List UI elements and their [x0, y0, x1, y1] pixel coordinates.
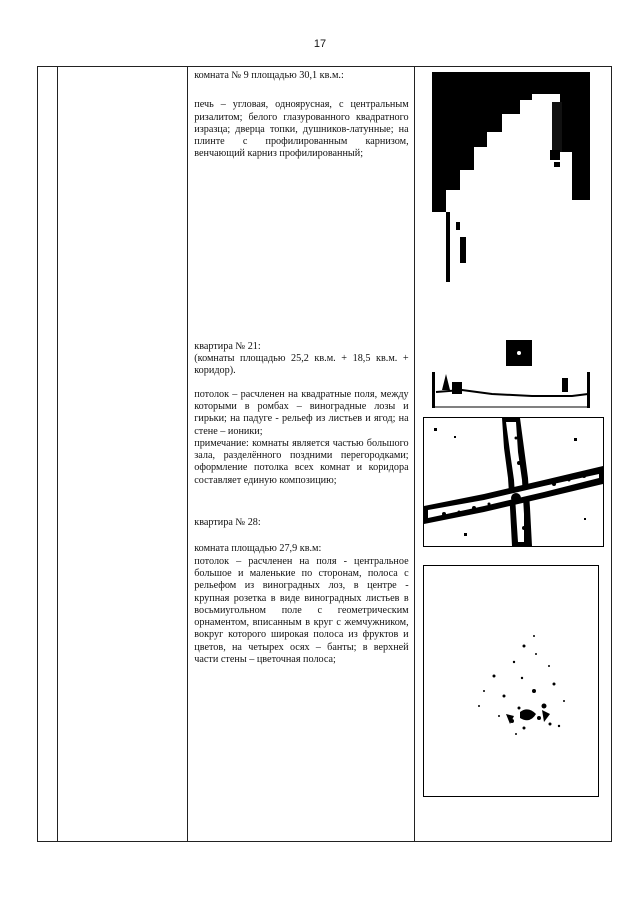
apt21-heading: квартира № 21: [194, 340, 261, 352]
photo-cell [414, 67, 611, 842]
apt21-rooms-text: (комнаты площадью 25,2 кв.м. + 18,5 кв.м. + коридор). [194, 353, 409, 377]
row-number-cell [38, 67, 58, 842]
room9-stove-text: печь – угловая, одноярусная, с центральным ризалитом; белого глазурованного квадратного изразца; дверца топки, душников-латунные; на плинте с профилированным карнизом, венчающий карниз профилированный; [194, 99, 409, 160]
apt28-ceiling-text: потолок – расчленен на поля - центральное большое и маленькие по сторонам, полоса с рельефом из виноградных лоз, в центре - крупная розетка в виде виноградных листьев в восьмиугольном поле с геометрическим орнаментом, вписанным в круг с жемчужником, вокруг которого широкая полоса из фруктов и цветов, на четырех осях – банты; в верхней части стены – цветочная полоса; [194, 555, 409, 666]
ceiling-photo-svg [424, 418, 603, 546]
page-number: 17 [313, 38, 327, 50]
description-cell [188, 67, 414, 842]
element-name-cell [58, 67, 188, 842]
stove-photo-icon [432, 72, 590, 408]
apt21-ceiling-text: потолок – расчленен на квадратные поля, между которыми в ромбах – виноградные лозы и гирьки; на падуге - рельеф из листьев и ягод; на стене – ионики; [194, 388, 409, 437]
apt21-note-text: примечание: комнаты является частью большого зала, разделённого поздними перегородками; оформление потолка всех комнат и коридора составляет единую композицию; [194, 437, 409, 486]
room9-heading: комната № 9 площадью 30,1 кв.м.: [194, 70, 344, 81]
ceiling-grid-photo-icon [423, 417, 604, 547]
rosette-photo-svg [424, 566, 598, 796]
apt28-heading: квартира № 28: [194, 517, 261, 529]
rosette-photo-icon [423, 565, 599, 797]
apt28-room-text: комната площадью 27,9 кв.м: [194, 543, 322, 555]
heritage-table [37, 66, 612, 842]
stove-photo-svg [432, 72, 590, 408]
